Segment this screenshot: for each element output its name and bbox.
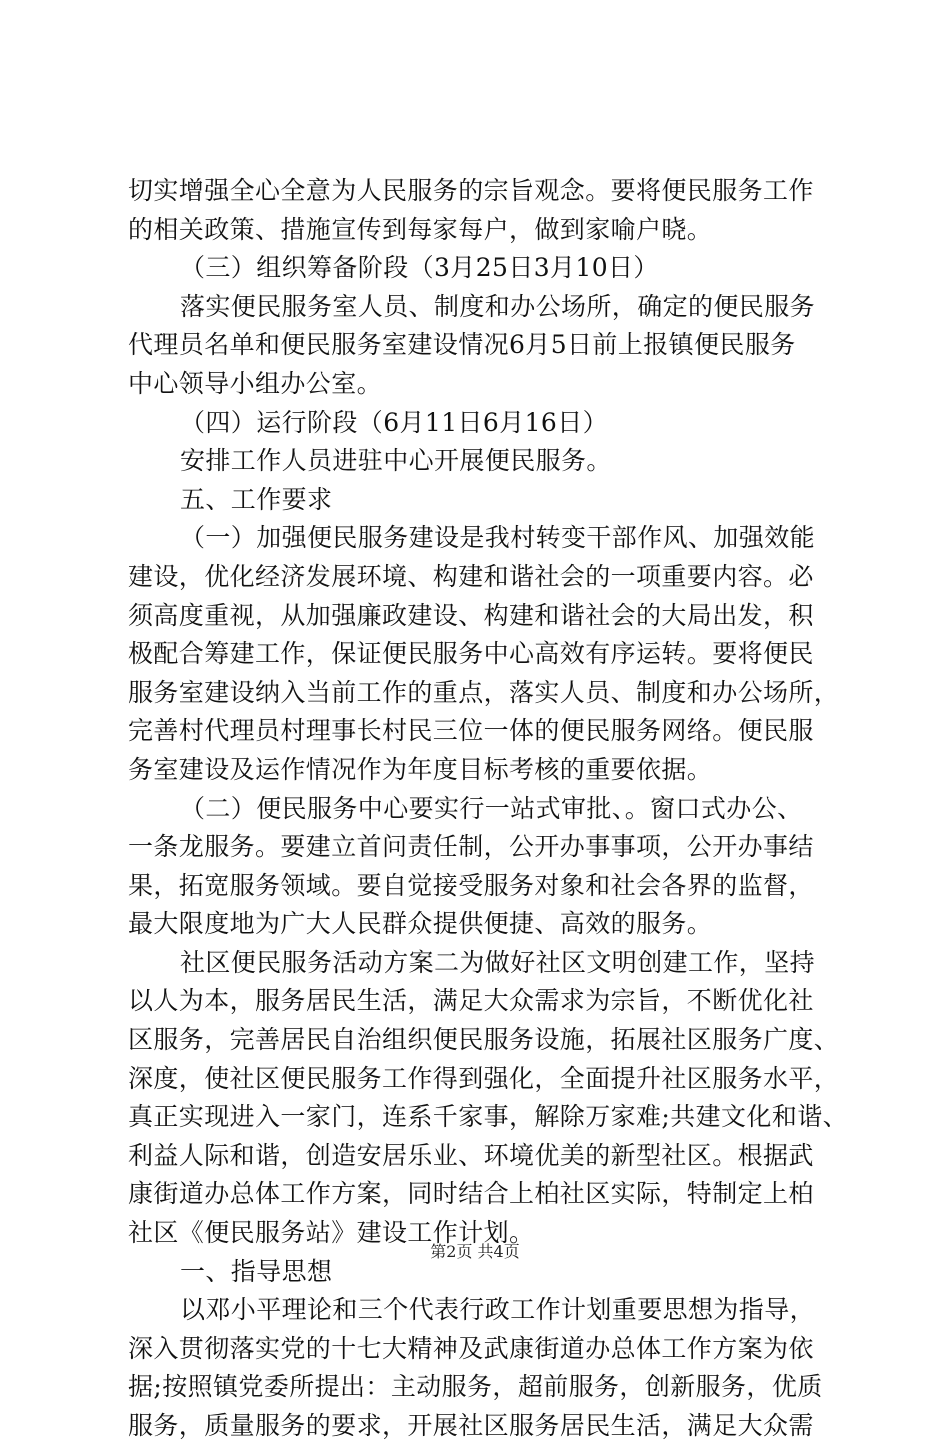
text-line: 须高度重视，从加强廉政建设、构建和谐社会的大局出发，积	[128, 600, 814, 630]
text-line: 真正实现进入一家门，连系千家事，解除万家难;共建文化和谐、	[128, 1102, 849, 1132]
text-line: 深度，使社区便民服务工作得到强化，全面提升社区服务水平，	[128, 1063, 840, 1093]
paragraph-start: 以邓小平理论和三个代表行政工作计划重要思想为指导，	[180, 1295, 816, 1325]
text-line: 务室建设及运作情况作为年度目标考核的重要依据。	[128, 754, 713, 784]
text-line: 社区《便民服务站》建设工作计划。	[128, 1218, 535, 1248]
text-line: 区服务，完善居民自治组织便民服务设施，拓展社区服务广度、	[128, 1025, 840, 1055]
page-number-label: 第2页 共4页	[430, 1242, 520, 1261]
text-line: 一条龙服务。要建立首问责任制，公开办事事项，公开办事结	[128, 832, 814, 862]
text-line: 完善村代理员村理事长村民三位一体的便民服务网络。便民服	[128, 716, 814, 746]
section-heading: （四）运行阶段（6月11日6月16日）	[180, 407, 609, 437]
section-heading: （三）组织筹备阶段（3月25日3月10日）	[180, 253, 659, 283]
text-line: 果，拓宽服务领域。要自觉接受服务对象和社会各界的监督，	[128, 870, 814, 900]
text-line: 极配合筹建工作，保证便民服务中心高效有序运转。要将便民	[128, 639, 814, 669]
text-line: 利益人际和谐，创造安居乐业、环境优美的新型社区。根据武	[128, 1140, 814, 1170]
section-heading: 一、指导思想	[180, 1256, 333, 1286]
text-line: 康街道办总体工作方案，同时结合上柏社区实际，特制定上柏	[128, 1179, 814, 1209]
text-line: 以人为本，服务居民生活，满足大众需求为宗旨，不断优化社	[128, 986, 814, 1016]
text-line: 服务室建设纳入当前工作的重点，落实人员、制度和办公场所，	[128, 677, 840, 707]
text-line: 切实增强全心全意为人民服务的宗旨观念。要将便民服务工作	[128, 176, 814, 205]
paragraph-start: （一）加强便民服务建设是我村转变干部作风、加强效能	[180, 523, 816, 553]
text-line: 最大限度地为广大人民群众提供便捷、高效的服务。	[128, 909, 713, 939]
text-line: 的相关政策、措施宣传到每家每户，做到家喻户晓。	[128, 214, 713, 244]
paragraph-start: 落实便民服务室人员、制度和办公场所，确定的便民服务	[180, 291, 816, 321]
paragraph-start: （二）便民服务中心要实行一站式审批、。窗口式办公、	[180, 793, 803, 823]
text-line: 据;按照镇党委所提出：主动服务，超前服务，创新服务，优质	[128, 1372, 823, 1402]
text-line: 服务，质量服务的要求，开展社区服务居民生活，满足大众需	[128, 1411, 814, 1440]
text-line: 中心领导小组办公室。	[128, 368, 383, 398]
paragraph-start: 安排工作人员进驻中心开展便民服务。	[180, 446, 612, 476]
text-line: 建设，优化经济发展环境、构建和谐社会的一项重要内容。必	[128, 561, 814, 591]
page-footer	[0, 1242, 950, 1262]
text-line: 代理员名单和便民服务室建设情况6月5日前上报镇便民服务	[128, 330, 796, 360]
section-heading: 五、工作要求	[180, 484, 333, 514]
text-line: 深入贯彻落实党的十七大精神及武康街道办总体工作方案为依	[128, 1333, 814, 1363]
paragraph-start: 社区便民服务活动方案二为做好社区文明创建工作，坚持	[180, 947, 816, 977]
